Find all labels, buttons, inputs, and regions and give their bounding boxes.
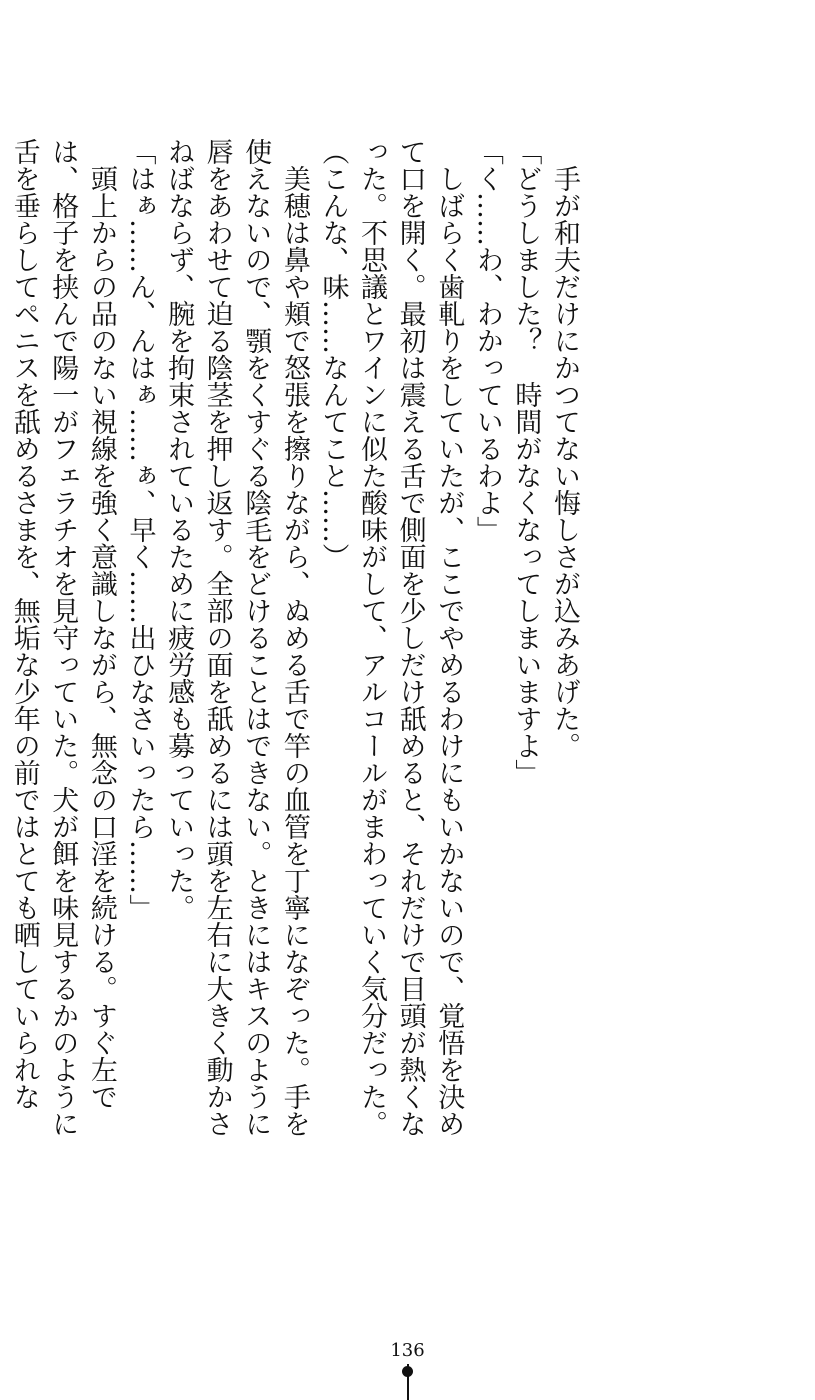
paragraph: 手が和夫だけにかつてない悔しさが込みあげた。 [549, 138, 580, 759]
paragraph: 「く……わ、わかっているわよ」 [471, 138, 503, 543]
vertical-body-text [8, 138, 583, 1138]
page-number: 136 [390, 1340, 425, 1361]
page-marker-dot-icon [402, 1366, 413, 1377]
paragraph: しばらく歯軋りをしていたが、ここでやめるわけにもいかないので、覚悟を決めて口を開く。最初は震える舌で側面を少しだけ舐めると、それだけで目頭が熱くなった。不思議とワインに似た酸味がして、アルコールがまわっていく気分だった。 [356, 138, 465, 1137]
paragraph: 頭上からの品のない視線を強く意識しながら、無念の口淫を続ける。すぐ左では、格子を挟んで陽一がフェラチオを見守っていた。犬が餌を味見するかのように舌を垂らしてペニスを舐めるさまを、無垢な少年の前ではとても晒していられな [8, 138, 117, 1137]
paragraph: （こんな、味……なんてこと……） [317, 138, 349, 570]
paragraph: 「どうしました？ 時間がなくなってしまいますよ」 [510, 138, 542, 786]
paragraph: 美穂は鼻や頬で怒張を擦りながら、ぬめる舌で竿の血管を丁寧になぞった。手を使えないので、顎をくすぐる陰毛をどけることはできない。ときにはキスのように唇をあわせて迫る陰茎を押し返す。全部の面を舐めるには頭を左右に大きく動かさねばならず、腕を拘束されているために疲労感も募っていった。 [163, 138, 310, 1137]
paragraph: 「はぁ……ん、んはぁ……ぁ、早く……出ひなさいったら……」 [124, 138, 156, 921]
